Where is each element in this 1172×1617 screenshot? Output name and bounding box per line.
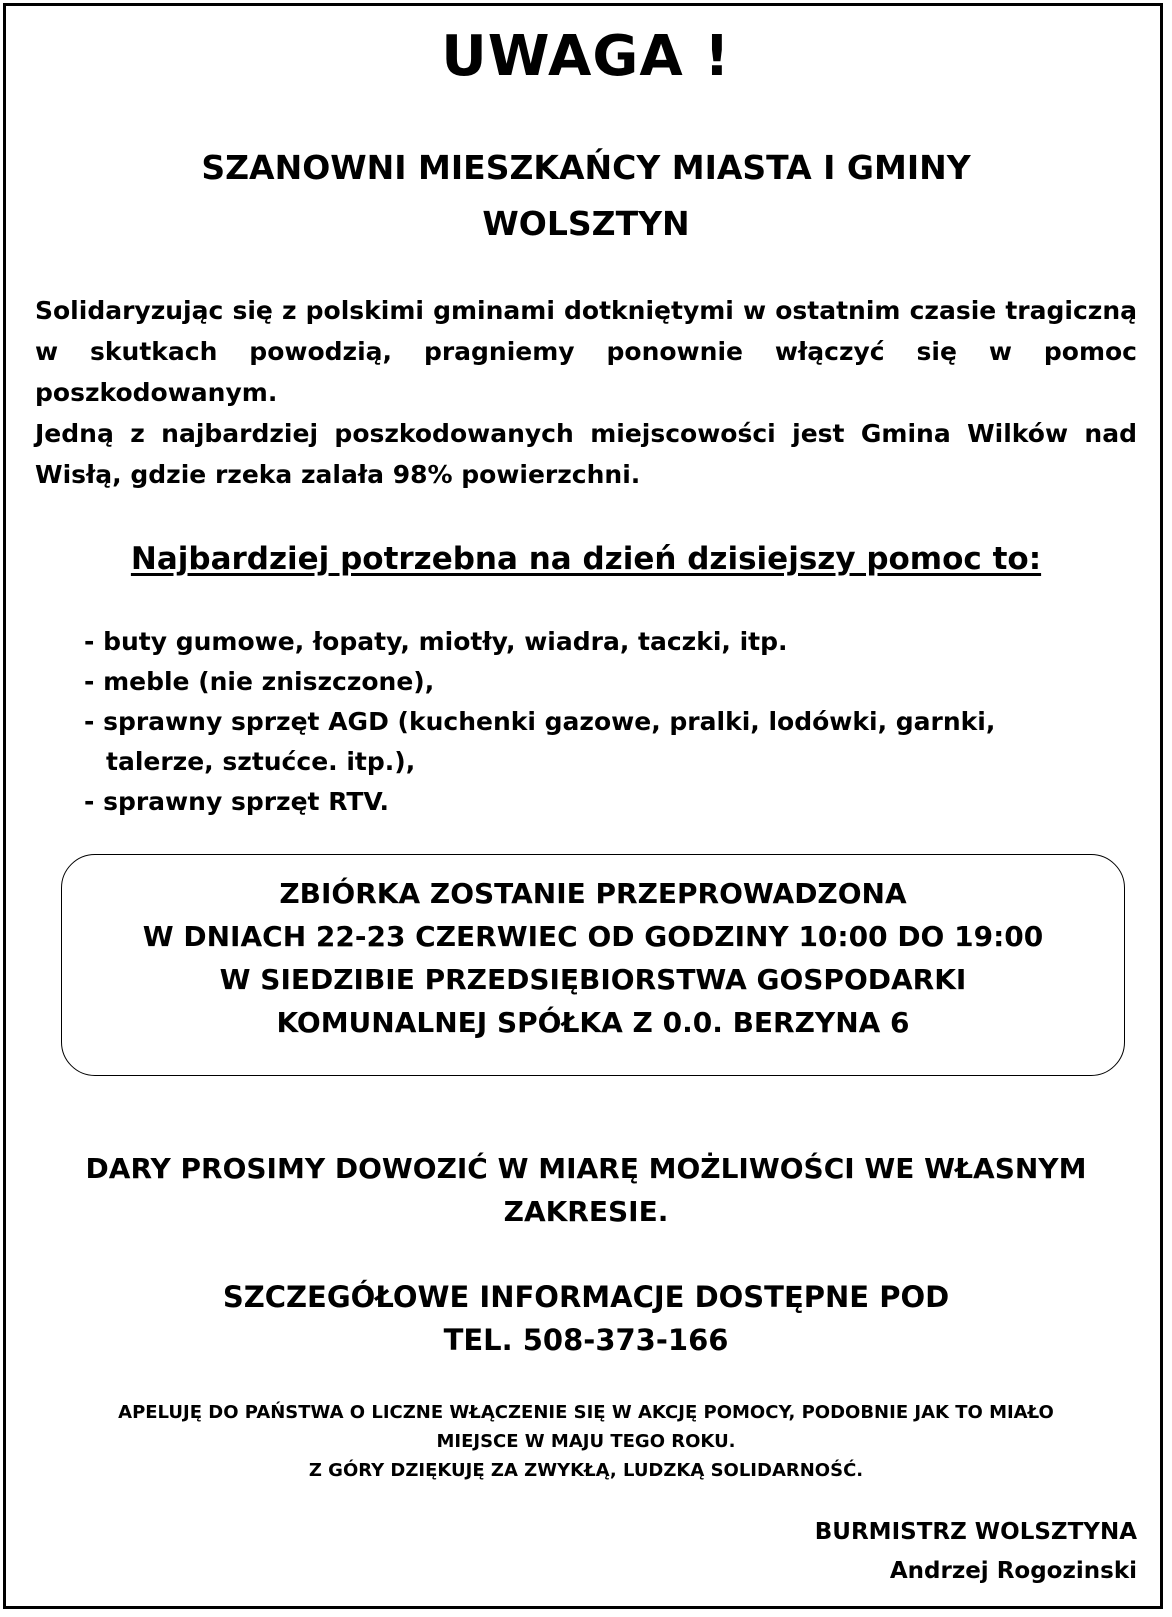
needs-heading <box>0 537 1172 581</box>
info-note-line: TEL. 508-373-166 <box>443 1323 729 1357</box>
collection-info-text <box>61 872 1125 1044</box>
collection-info-line: ZBIÓRKA ZOSTANIE PRZEPROWADZONA <box>279 877 907 910</box>
collection-info-line: KOMUNALNEJ SPÓŁKA Z 0.0. BERZYNA 6 <box>276 1006 910 1039</box>
appeal-line: MIEJSCE W MAJU TEGO ROKU. <box>436 1431 736 1452</box>
notice-heading-line: WOLSZTYN <box>482 204 690 243</box>
needs-list-item: - sprawny sprzęt RTV. <box>84 787 390 816</box>
collection-info-line: W DNIACH 22-23 CZERWIEC OD GODZINY 10:00 DO 19:00 <box>142 920 1044 953</box>
gifts-note <box>30 1147 1142 1233</box>
needs-list-item: - meble (nie zniszczone), <box>84 667 435 696</box>
notice-heading <box>60 140 1112 252</box>
needs-heading-text: Najbardziej potrzebna na dzień dzisiejszy pomoc to: <box>130 541 1042 577</box>
intro-paragraph: Solidaryzując się z polskimi gminami dotkniętymi w ostatnim czasie tragiczną w skutkach powodzią, pragniemy ponownie włączyć się w pomoc poszkodowanym. <box>35 296 1137 407</box>
appeal-text <box>20 1398 1152 1485</box>
signature-name: Andrzej Rogozinski <box>889 1558 1137 1584</box>
appeal-line: APELUJĘ DO PAŃSTWA O LICZNE WŁĄCZENIE SIĘ W AKCJĘ POMOCY, PODOBNIE JAK TO MIAŁO <box>118 1402 1054 1423</box>
signature-title: BURMISTRZ WOLSZTYNA <box>814 1519 1137 1545</box>
info-note-line: SZCZEGÓŁOWE INFORMACJE DOSTĘPNE POD <box>222 1280 950 1314</box>
notice-title: UWAGA ! <box>441 24 731 89</box>
signature <box>815 1513 1137 1591</box>
gifts-note-line: ZAKRESIE. <box>503 1195 669 1228</box>
needs-list <box>84 622 1104 822</box>
needs-list-item: - sprawny sprzęt AGD (kuchenki gazowe, pralki, lodówki, garnki, talerze, sztućce. itp.), <box>84 707 996 776</box>
intro-text <box>35 290 1137 495</box>
notice-heading-line: SZANOWNI MIESZKAŃCY MIASTA I GMINY <box>201 148 971 187</box>
needs-list-item: - buty gumowe, łopaty, miotły, wiadra, taczki, itp. <box>84 627 788 656</box>
gifts-note-line: DARY PROSIMY DOWOZIĆ W MIARĘ MOŻLIWOŚCI WE WŁASNYM <box>85 1152 1087 1185</box>
collection-info-line: W SIEDZIBIE PRZEDSIĘBIORSTWA GOSPODARKI <box>219 963 967 996</box>
intro-paragraph: Jedną z najbardziej poszkodowanych miejscowości jest Gmina Wilków nad Wisłą, gdzie rzeka zalała 98% powierzchni. <box>35 419 1137 489</box>
appeal-line: Z GÓRY DZIĘKUJĘ ZA ZWYKŁĄ, LUDZKĄ SOLIDARNOŚĆ. <box>308 1460 864 1481</box>
info-note <box>0 1276 1172 1362</box>
